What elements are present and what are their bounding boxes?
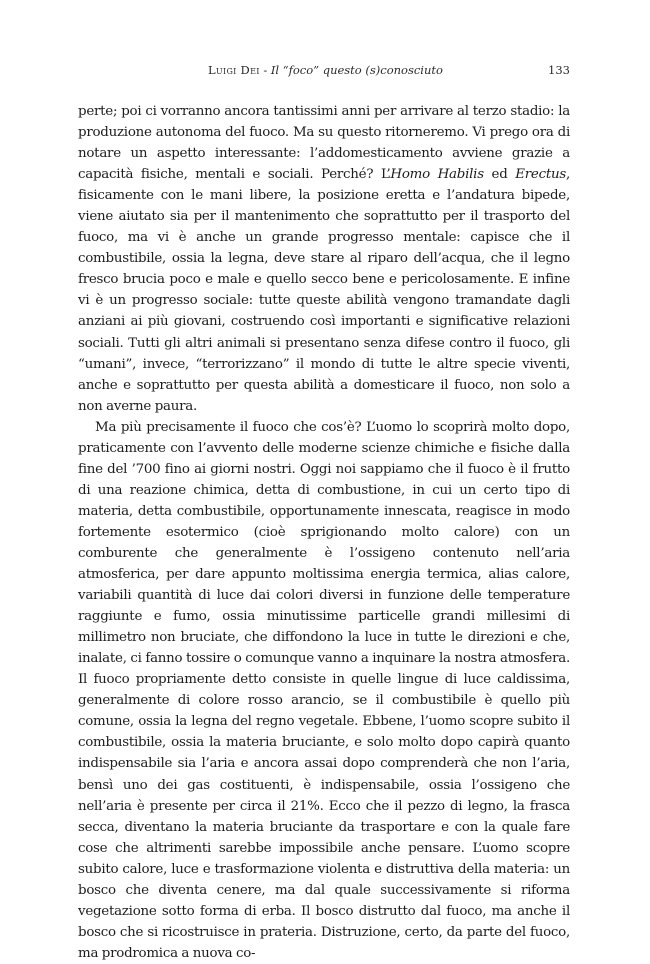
italic-term: Erectus: [515, 167, 566, 183]
text-run: , fisicamente con le mani libere, la posizione eretta e l’andatura bipede, viene aiutato sia per il mantenimento che soprattutto per il trasporto del fuoco, ma vi è anche un grande progresso mentale: capisce che il combustibile, ossia la legna, deve stare al riparo dell’acqua, che il legno fresco brucia poco e male e quello secco bene e pericolosamente. E infine vi è un progresso sociale: tutte queste abilità vengono tramandate dagli anziani ai più giovani, costruendo così importanti e significative relazioni sociali. Tutti gli altri animali si presentano senza difese contro il fuoco, gli “umani”, invece, “terrorizzano” il mondo di tutte le altre specie viventi, anche e soprattutto per questa abilità a domesticare il fuoco, non solo a non averne paura.: [78, 167, 570, 414]
running-title: [208, 63, 443, 77]
body-text: [78, 101, 570, 964]
text-run: ed: [483, 167, 516, 183]
paragraph-2: Ma più precisamente il fuoco che cos’è? L’uomo lo scoprirà molto dopo, praticamente con l’avvento delle moderne scienze chimiche e fisiche dalla fine del ’700 fino ai giorni nostri. Oggi noi sappiamo che il fuoco è il frutto di una reazione chimica, detta di combustione, in cui un certo tipo di materia, detta combustibile, opportunamente innescata, reagisce in modo fortemente esotermico (cioè sprigionando molto calore) con un comburente che generalmente è l’ossigeno contenuto nell’aria atmosferica, per dare appunto moltissima energia termica, alias calore, variabili quantità di luce dai colori diversi in funzione delle temperature raggiunte e fumo, ossia minutissime particelle grandi millesimi di millimetro non bruciate, che diffondono la luce in tutte le direzioni e che, inalate, ci fanno tossire o comunque vanno a inquinare la nostra atmosfera. Il fuoco propriamente detto consiste in quelle lingue di luce caldissima, generalmente di colore rosso arancio, se il combustibile è quello più comune, ossia la legna del regno vegetale. Ebbene, l’uomo scopre subito il combustibile, ossia la materia bruciante, e solo molto dopo capirà quanto indispensabile sia l’aria e ancora assai dopo comprenderà che non l’aria, bensì uno dei gas costituenti, è indispensabile, ossia l’ossigeno che nell’aria è presente per circa il 21%. Ecco che il pezzo di legno, la frasca secca, diventano la materia bruciante da trasportare e con la quale fare cose che altrimenti sarebbe impossibile anche pensare. L’uomo scopre subito calore, luce e trasformazione violenta e distruttiva della materia: un bosco che diventa cenere, ma dal quale successivamente si riforma vegetazione sotto forma di erba. Il bosco distrutto dal fuoco, ma anche il bosco che si ricostruisce in prateria. Distruzione, certo, da parte del fuoco, ma prodromica a nuova co-: [78, 419, 570, 961]
running-head: [78, 63, 570, 81]
text-run: perte; poi ci vorranno ancora tantissimi anni per arrivare al terzo stadio: la produzione autonoma del fuoco. Ma su questo ritorneremo. Vi prego ora di notare un aspetto interessante: l’addomesticamento avviene grazie a capacità fisiche, mentali e sociali. Perché? L’: [78, 104, 570, 183]
title-separator: -: [259, 63, 271, 77]
page-number: 133: [548, 63, 570, 77]
italic-term: Homo Habilis: [390, 167, 484, 183]
author-name: Luigi Dei: [208, 63, 260, 77]
book-title: Il “foco” questo (s)conosciuto: [270, 63, 443, 77]
paragraph-1: [78, 101, 570, 417]
